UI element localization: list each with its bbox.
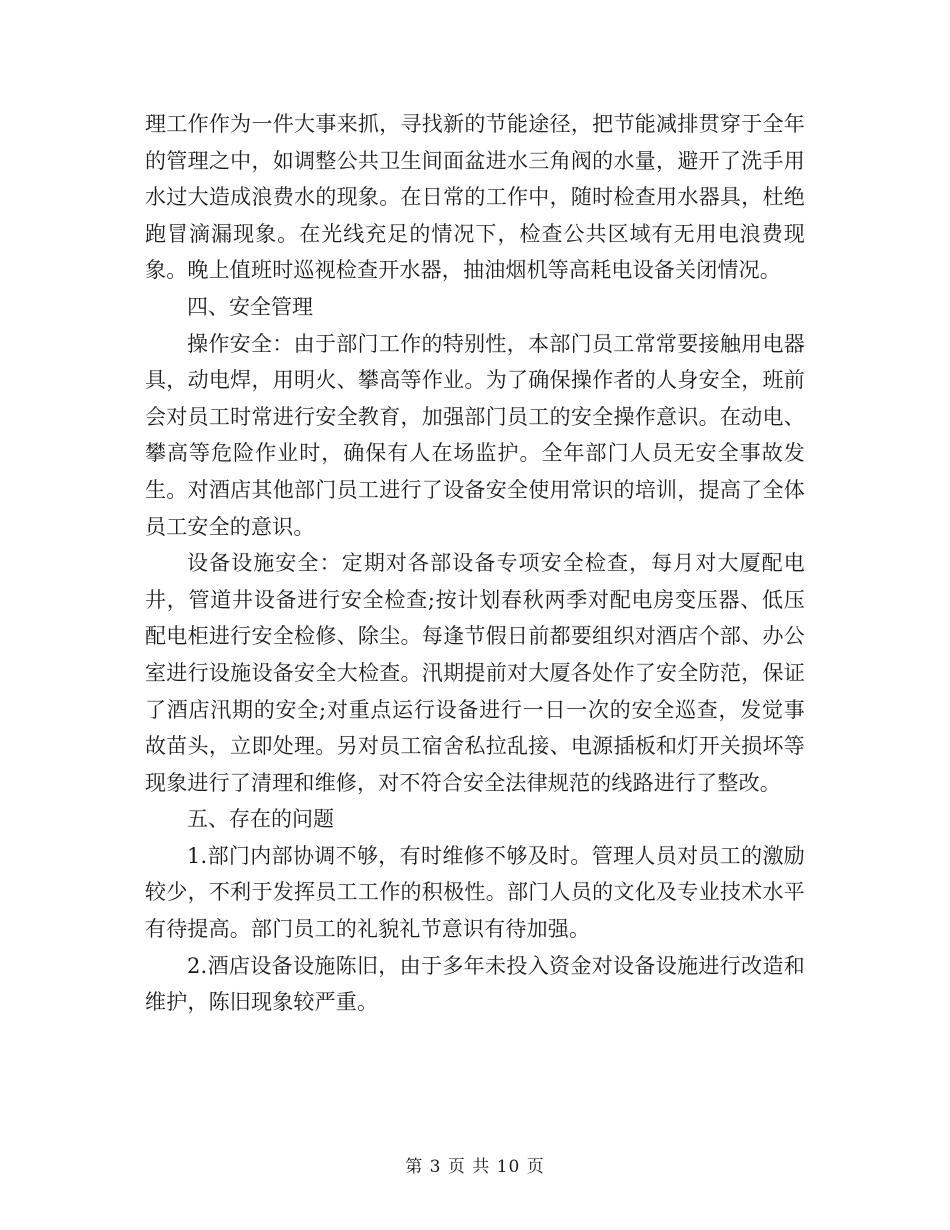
heading-existing-problems: 五、存在的问题	[187, 807, 334, 832]
paragraph-problem-1: 1.部门内部协调不够，有时维修不够及时。管理人员对员工的激励较少，不利于发挥员工工作的积极性。部门人员的文化及专业技术水平有待提高。部门员工的礼貌礼节意识有待加强。	[145, 843, 805, 942]
page-number-footer: 第 3 页 共 10 页	[405, 1157, 545, 1177]
paragraph-problem-2: 2.酒店设备设施陈旧，由于多年未投入资金对设备设施进行改造和维护，陈旧现象较严重。	[145, 953, 805, 1015]
paragraph-equipment-safety: 设备设施安全：定期对各部设备专项安全检查，每月对大厦配电井，管道井设备进行安全检查;按计划春秋两季对配电房变压器、低压配电柜进行安全检修、除尘。每逢节假日前都要组织对酒店个部、办公室进行设施设备安全大检查。汛期提前对大厦各处作了安全防范，保证了酒店汛期的安全;对重点运行设备进行一日一次的安全巡查，发觉事故苗头，立即处理。另对员工宿舍私拉乱接、电源插板和灯开关损坏等现象进行了清理和维修，对不符合安全法律规范的线路进行了整改。	[145, 551, 805, 795]
paragraph-operation-safety: 操作安全：由于部门工作的特别性，本部门员工常常要接触用电器具，动电焊，用明火、攀高等作业。为了确保操作者的人身安全，班前会对员工时常进行安全教育，加强部门员工的安全操作意识。在动电、攀高等危险作业时，确保有人在场监护。全年部门人员无安全事故发生。对酒店其他部门员工进行了设备安全使用常识的培训，提高了全体员工安全的意识。	[145, 331, 805, 539]
heading-safety-management: 四、安全管理	[187, 294, 313, 319]
document-body	[145, 106, 805, 1021]
paragraph-energy-saving: 理工作作为一件大事来抓，寻找新的节能途径，把节能减排贯穿于全年的管理之中，如调整公共卫生间面盆进水三角阀的水量，避开了洗手用水过大造成浪费水的现象。在日常的工作中，随时检查用水器具，杜绝跑冒滴漏现象。在光线充足的情况下，检查公共区域有无用电浪费现象。晚上值班时巡视检查开水器，抽油烟机等高耗电设备关闭情况。	[145, 112, 805, 283]
